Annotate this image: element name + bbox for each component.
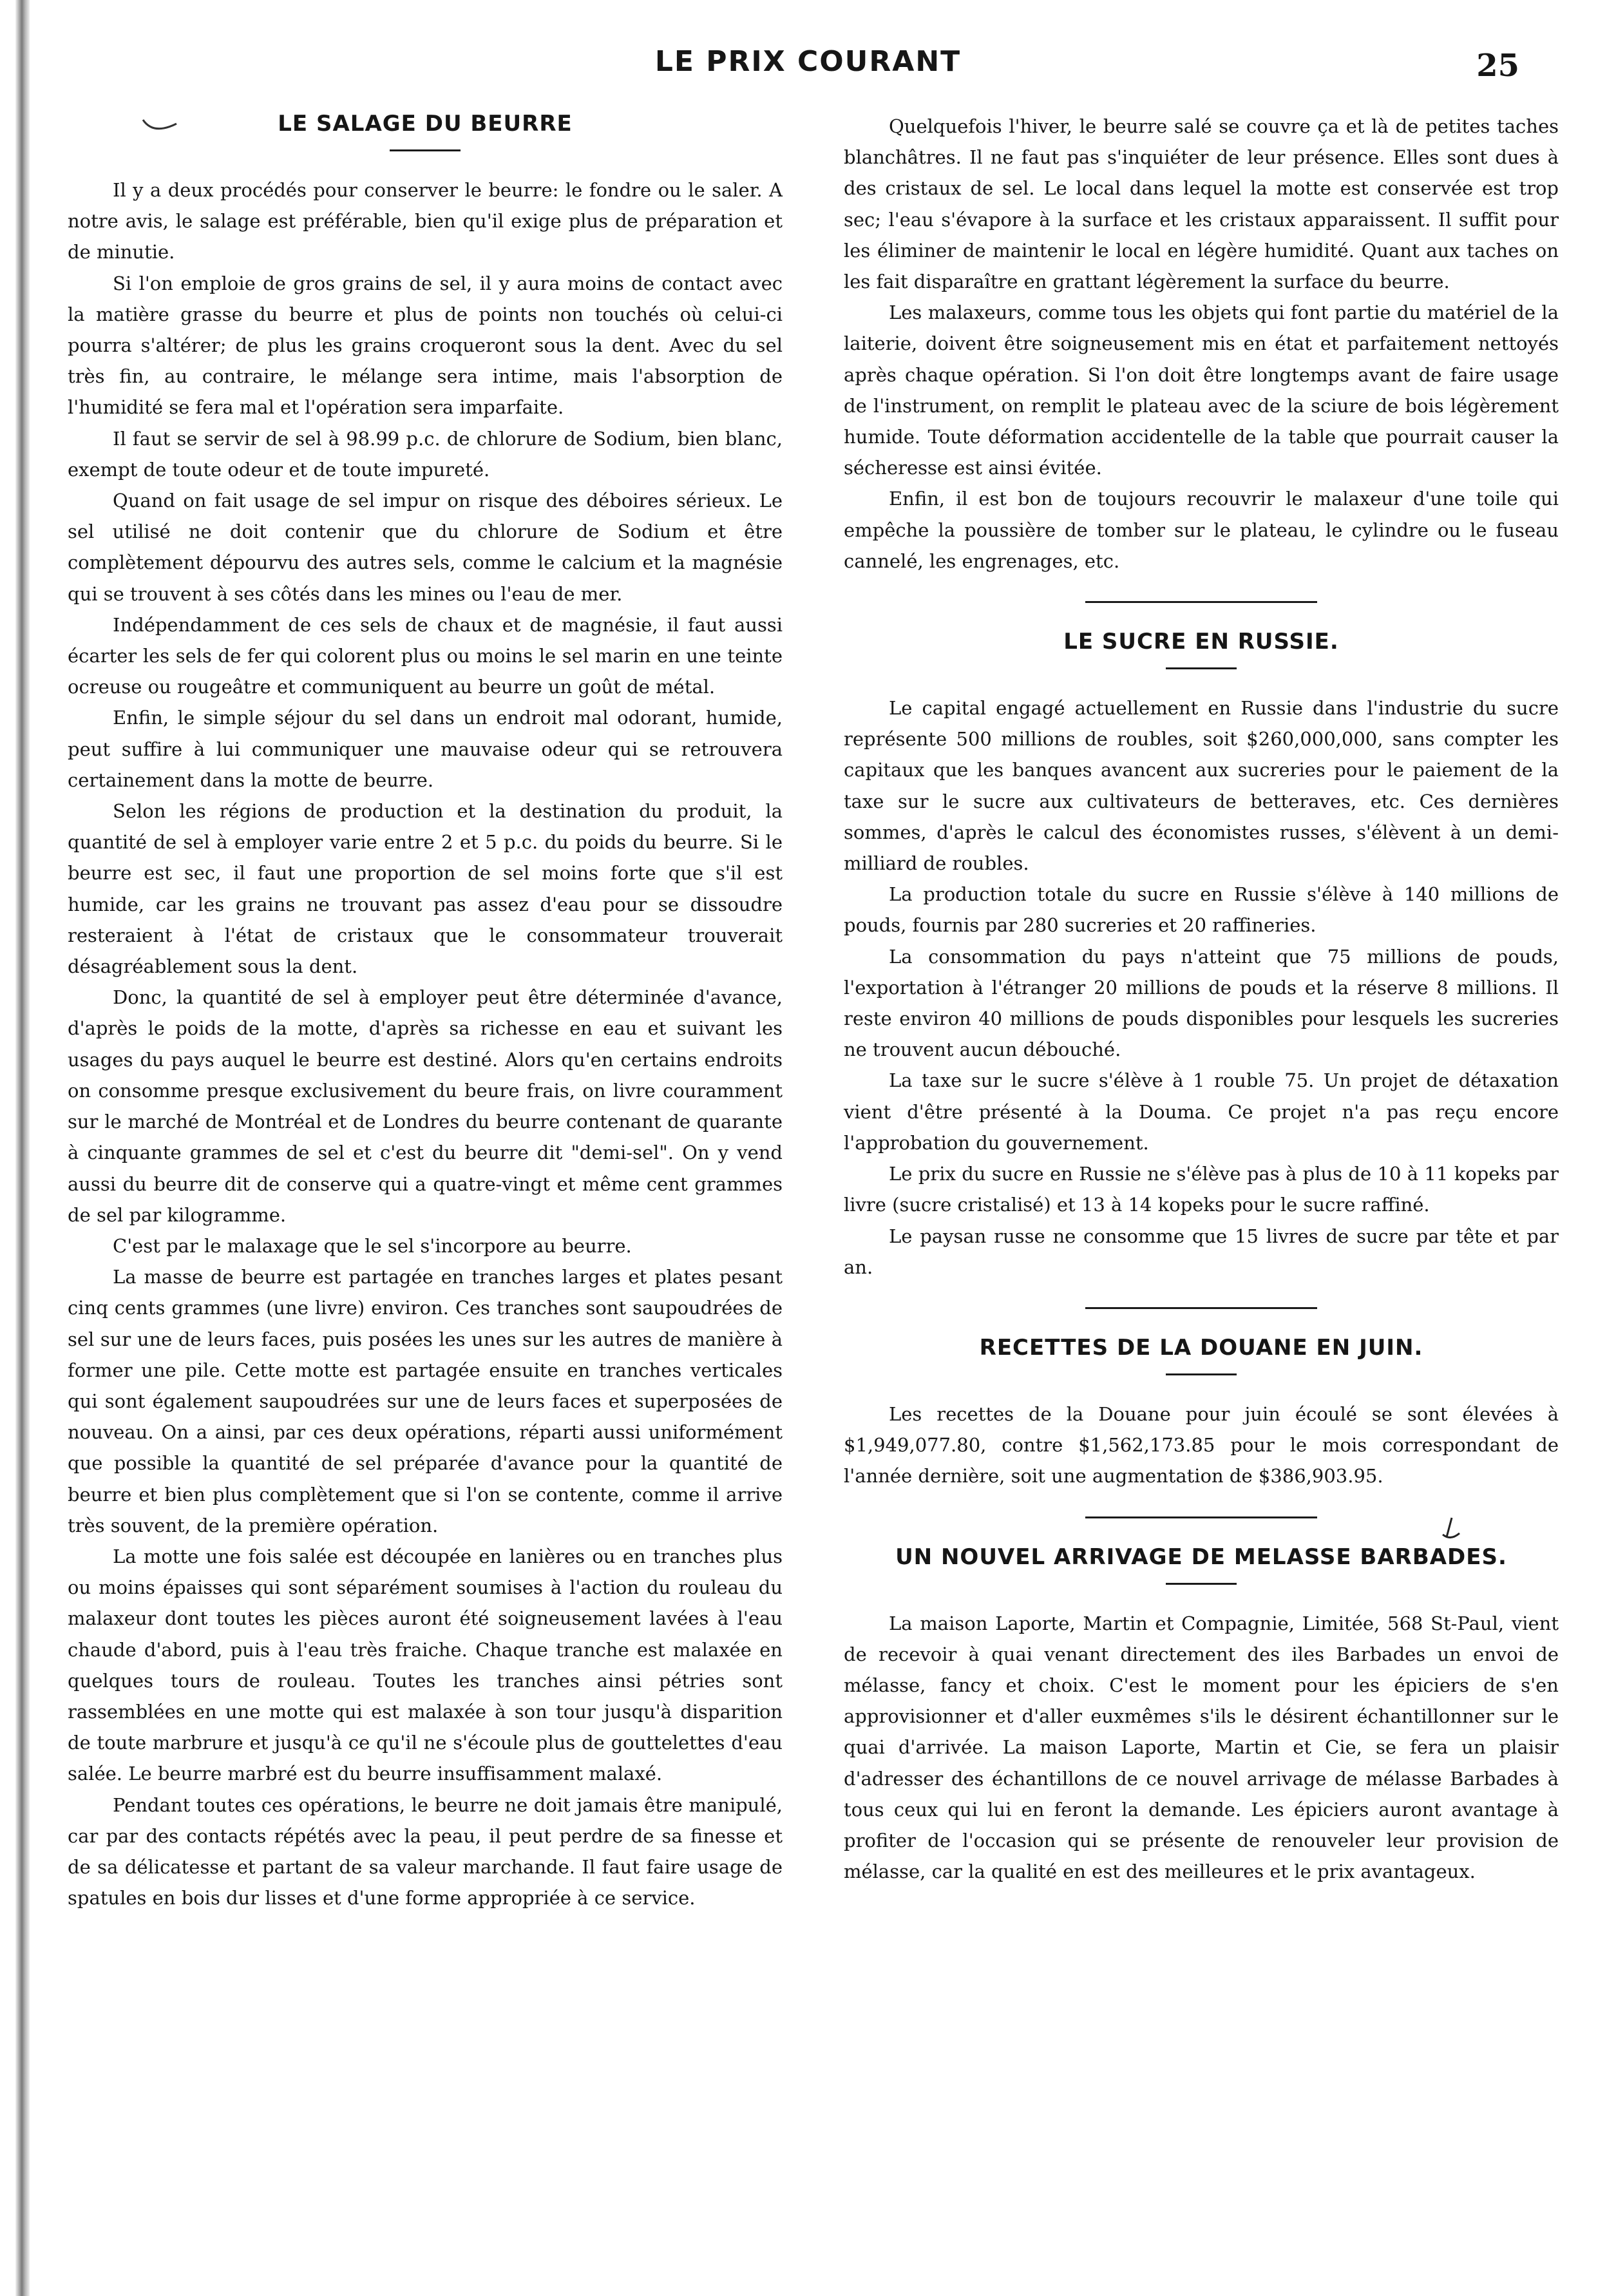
paragraph: La production totale du sucre en Russie s'élève à 140 millions de pouds, fournis par 280 sucreries et 20 raffineries. (844, 883, 1559, 937)
column-right (844, 111, 1559, 2270)
journal-title: LE PRIX COURANT (654, 45, 962, 78)
paragraph: Le prix du sucre en Russie ne s'élève pas à plus de 10 à 11 kopeks par livre (sucre cristalisé) et 13 à 14 kopeks pour le sucre raffiné. (844, 1163, 1559, 1216)
article-title-melasse: UN NOUVEL ARRIVAGE DE MELASSE BARBADES. (895, 1544, 1507, 1570)
title-rule (1166, 1373, 1237, 1375)
section-divider (1085, 601, 1317, 603)
paragraph: Les malaxeurs, comme tous les objets qui font partie du matériel de la laiterie, doivent être soigneusement mis en état et parfaitement nettoyés après chaque opération. Si l'on doit être longtemps avant de faire usage de l'instrument, on remplit le plateau avec de la sciure de bois légèrement humide. Toute déformation accidentelle de la table que pourrait causer la sécheresse est ainsi évitée. (844, 301, 1559, 479)
paragraph: Le capital engagé actuellement en Russie dans l'industrie du sucre représente 500 millions de roubles, soit $260,000,000, sans compter les capitaux que les banques avancent aux sucreries pour le paiement de la taxe sur le sucre aux cultivateurs de betteraves, etc. Ces dernières sommes, d'après le calcul des économistes russes, s'élèvent à un demi-milliard de roubles. (844, 697, 1559, 875)
running-head (0, 45, 1616, 84)
article-title-salage: LE SALAGE DU BEURRE (278, 111, 573, 137)
paragraph: Enfin, il est bon de toujours recouvrir le malaxeur d'une toile qui empêche la poussière de tomber sur le plateau, le cylindre ou le fuseau cannelé, les engrenages, etc. (844, 488, 1559, 572)
paragraph: Selon les régions de production et la destination du produit, la quantité de sel à employer varie entre 2 et 5 p.c. du poids du beurre. Si le beurre est sec, il faut une proportion de sel moins forte que s'il est humide, car les grains ne trouvant pas assez d'eau pour se dissoudre resteraient à l'état de cristaux que le consommateur trouverait désagréablement sous la dent. (68, 800, 783, 978)
article-title-sucre: LE SUCRE EN RUSSIE. (1063, 629, 1339, 655)
paragraph: Quand on fait usage de sel impur on risque des déboires sérieux. Le sel utilisé ne doit contenir que du chlorure de Sodium et être complètement dépourvu des autres sels, comme le calcium et la magnésie qui se trouvent à ses côtés dans les mines ou l'eau de mer. (68, 490, 783, 605)
paragraph-split-start: Pendant toutes ces opérations, le beurre ne doit jamais être manipulé, car par des contacts répétés avec la peau, il peut perdre de sa finesse et de sa délicatesse et partant de sa valeur marchande. Il faut faire usage de spatules en bois dur lisses et d'une forme appropriée à ce service. (68, 1794, 783, 1909)
paragraph: La consommation du pays n'atteint que 75 millions de pouds, l'exportation à l'étranger 20 millions de pouds et la réserve 8 millions. Il reste environ 40 millions de pouds disponibles pour lesquels les sucreries ne trouvent aucun débouché. (844, 945, 1559, 1061)
ink-mark (1438, 1515, 1463, 1542)
paragraph: Il y a deux procédés pour conserver le beurre: le fondre ou le saler. A notre avis, le salage est préférable, bien qu'il exige plus de préparation et de minutie. (68, 179, 783, 263)
page-binding-edge (15, 0, 30, 2296)
paragraph: La masse de beurre est partagée en tranches larges et plates pesant cinq cents grammes (une livre) environ. Ces tranches sont saupoudrées de sel sur une de leurs faces, puis posées les unes sur les autres de manière à former une pile. Cette motte est partagée ensuite en tranches verticales qui sont également saupoudrées sur une de leurs faces et superposées de nouveau. On a ainsi, par ces deux opérations, réparti aussi uniformément que possible la quantité de sel préparée d'avance pour la quantité de beurre et bien plus complètement que si l'on se contente, comme il arrive très souvent, de la première opération. (68, 1266, 783, 1536)
paragraph: Enfin, le simple séjour du sel dans un endroit mal odorant, humide, peut suffire à lui communiquer une mauvaise odeur qui se retrouvera certainement dans la motte de beurre. (68, 707, 783, 791)
paragraph: Quelquefois l'hiver, le beurre salé se couvre ça et là de petites taches blanchâtres. Il ne faut pas s'inquiéter de leur présence. Elles sont dues à des cristaux de sel. Le local dans lequel la motte est conservée est trop sec; l'eau s'évapore à la surface et les cristaux apparaissent. Il suffit pour les éliminer de maintenir le local en légère humidité. Quant aux taches on les fait disparaître en grattant légèrement la surface du beurre. (844, 115, 1559, 293)
paragraph: Donc, la quantité de sel à employer peut être déterminée d'avance, d'après le poids de la motte, d'après sa richesse en eau et suivant les usages du pays auquel le beurre est destiné. Alors qu'en certains endroits on consomme presque exclusivement du beure frais, on livre couramment sur le marché de Montréal et de Londres du beurre contenant de quarante à cinquante grammes de sel et c'est du beurre dit "demi-sel". On y vend aussi du beurre dit de conserve qui a quatre-vingt et même cent grammes de sel par kilogramme. (68, 986, 783, 1226)
paragraph: Indépendamment de ces sels de chaux et de magnésie, il faut aussi écarter les sels de fer qui colorent plus ou moins le sel marin en une teinte ocreuse ou rougeâtre et communiquent au beurre un goût de métal. (68, 613, 783, 698)
title-rule (390, 149, 461, 151)
paragraph: La taxe sur le sucre s'élève à 1 rouble 75. Un projet de détaxation vient d'être présenté à la Douma. Ce projet n'a pas reçu encore l'approbation du gouvernement. (844, 1069, 1559, 1154)
article-title-douane: RECETTES DE LA DOUANE EN JUIN. (979, 1334, 1423, 1361)
paragraph: La motte une fois salée est découpée en lanières ou en tranches plus ou moins épaisses qui sont séparément soumises à l'action du rouleau du malaxeur dont toutes les pièces auront été soigneusement lavées à l'eau chaude d'abord, puis à l'eau très fraiche. Chaque tranche est malaxée en quelques tours de rouleau. Toutes les tranches ainsi pétries sont rassemblées en une motte qui est malaxée à son tour jusqu'à disparition de toute marbrure et jusqu'à ce qu'il ne s'écoule plus de gouttelettes d'eau salée. Le beurre marbré est du beurre insuffisamment malaxé. (68, 1545, 783, 1785)
page-number: 25 (1476, 48, 1519, 84)
paragraph: Le paysan russe ne consomme que 15 livres de sucre par tête et par an. (844, 1225, 1559, 1278)
paragraph: Les recettes de la Douane pour juin écoulé se sont élevées à $1,949,077.80, contre $1,562,173.85 pour le mois correspondant de l'année dernière, soit une augmentation de $386,903.95. (844, 1402, 1559, 1488)
column-left (68, 111, 783, 2270)
paragraph: C'est par le malaxage que le sel s'incorpore au beurre. (113, 1234, 632, 1257)
section-divider (1085, 1307, 1317, 1309)
title-rule (1166, 667, 1237, 669)
title-rule (1166, 1583, 1237, 1585)
paragraph: Il faut se servir de sel à 98.99 p.c. de chlorure de Sodium, bien blanc, exempt de toute odeur et de toute impureté. (68, 427, 783, 481)
section-divider (1085, 1516, 1317, 1518)
paragraph: Si l'on emploie de gros grains de sel, il y aura moins de contact avec la matière grasse du beurre et plus de points non touchés où celui-ci pourra s'altérer; de plus les grains croqueront sous la dent. Avec du sel très fin, au contraire, le mélange sera intime, mais l'absorption de l'humidité se fera mal et l'opération sera imparfaite. (68, 272, 783, 419)
paragraph: La maison Laporte, Martin et Compagnie, Limitée, 568 St-Paul, vient de recevoir à quai venant directement des iles Barbades un envoi de mélasse, fancy et choix. C'est le moment pour les épiciers de s'en approvisionner et d'aller euxmêmes s'ils le désirent échantillonner sur le quai d'arrivée. La maison Laporte, Martin et Cie, se fera un plaisir d'adresser des échantillons de ce nouvel arrivage de mélasse Barbades à tous ceux qui lui en feront la demande. Les épiciers auront avantage à profiter de l'occasion qui se présente de renouveler leur provision de mélasse, car la qualité en est des meilleures et le prix avantageux. (844, 1612, 1559, 1883)
